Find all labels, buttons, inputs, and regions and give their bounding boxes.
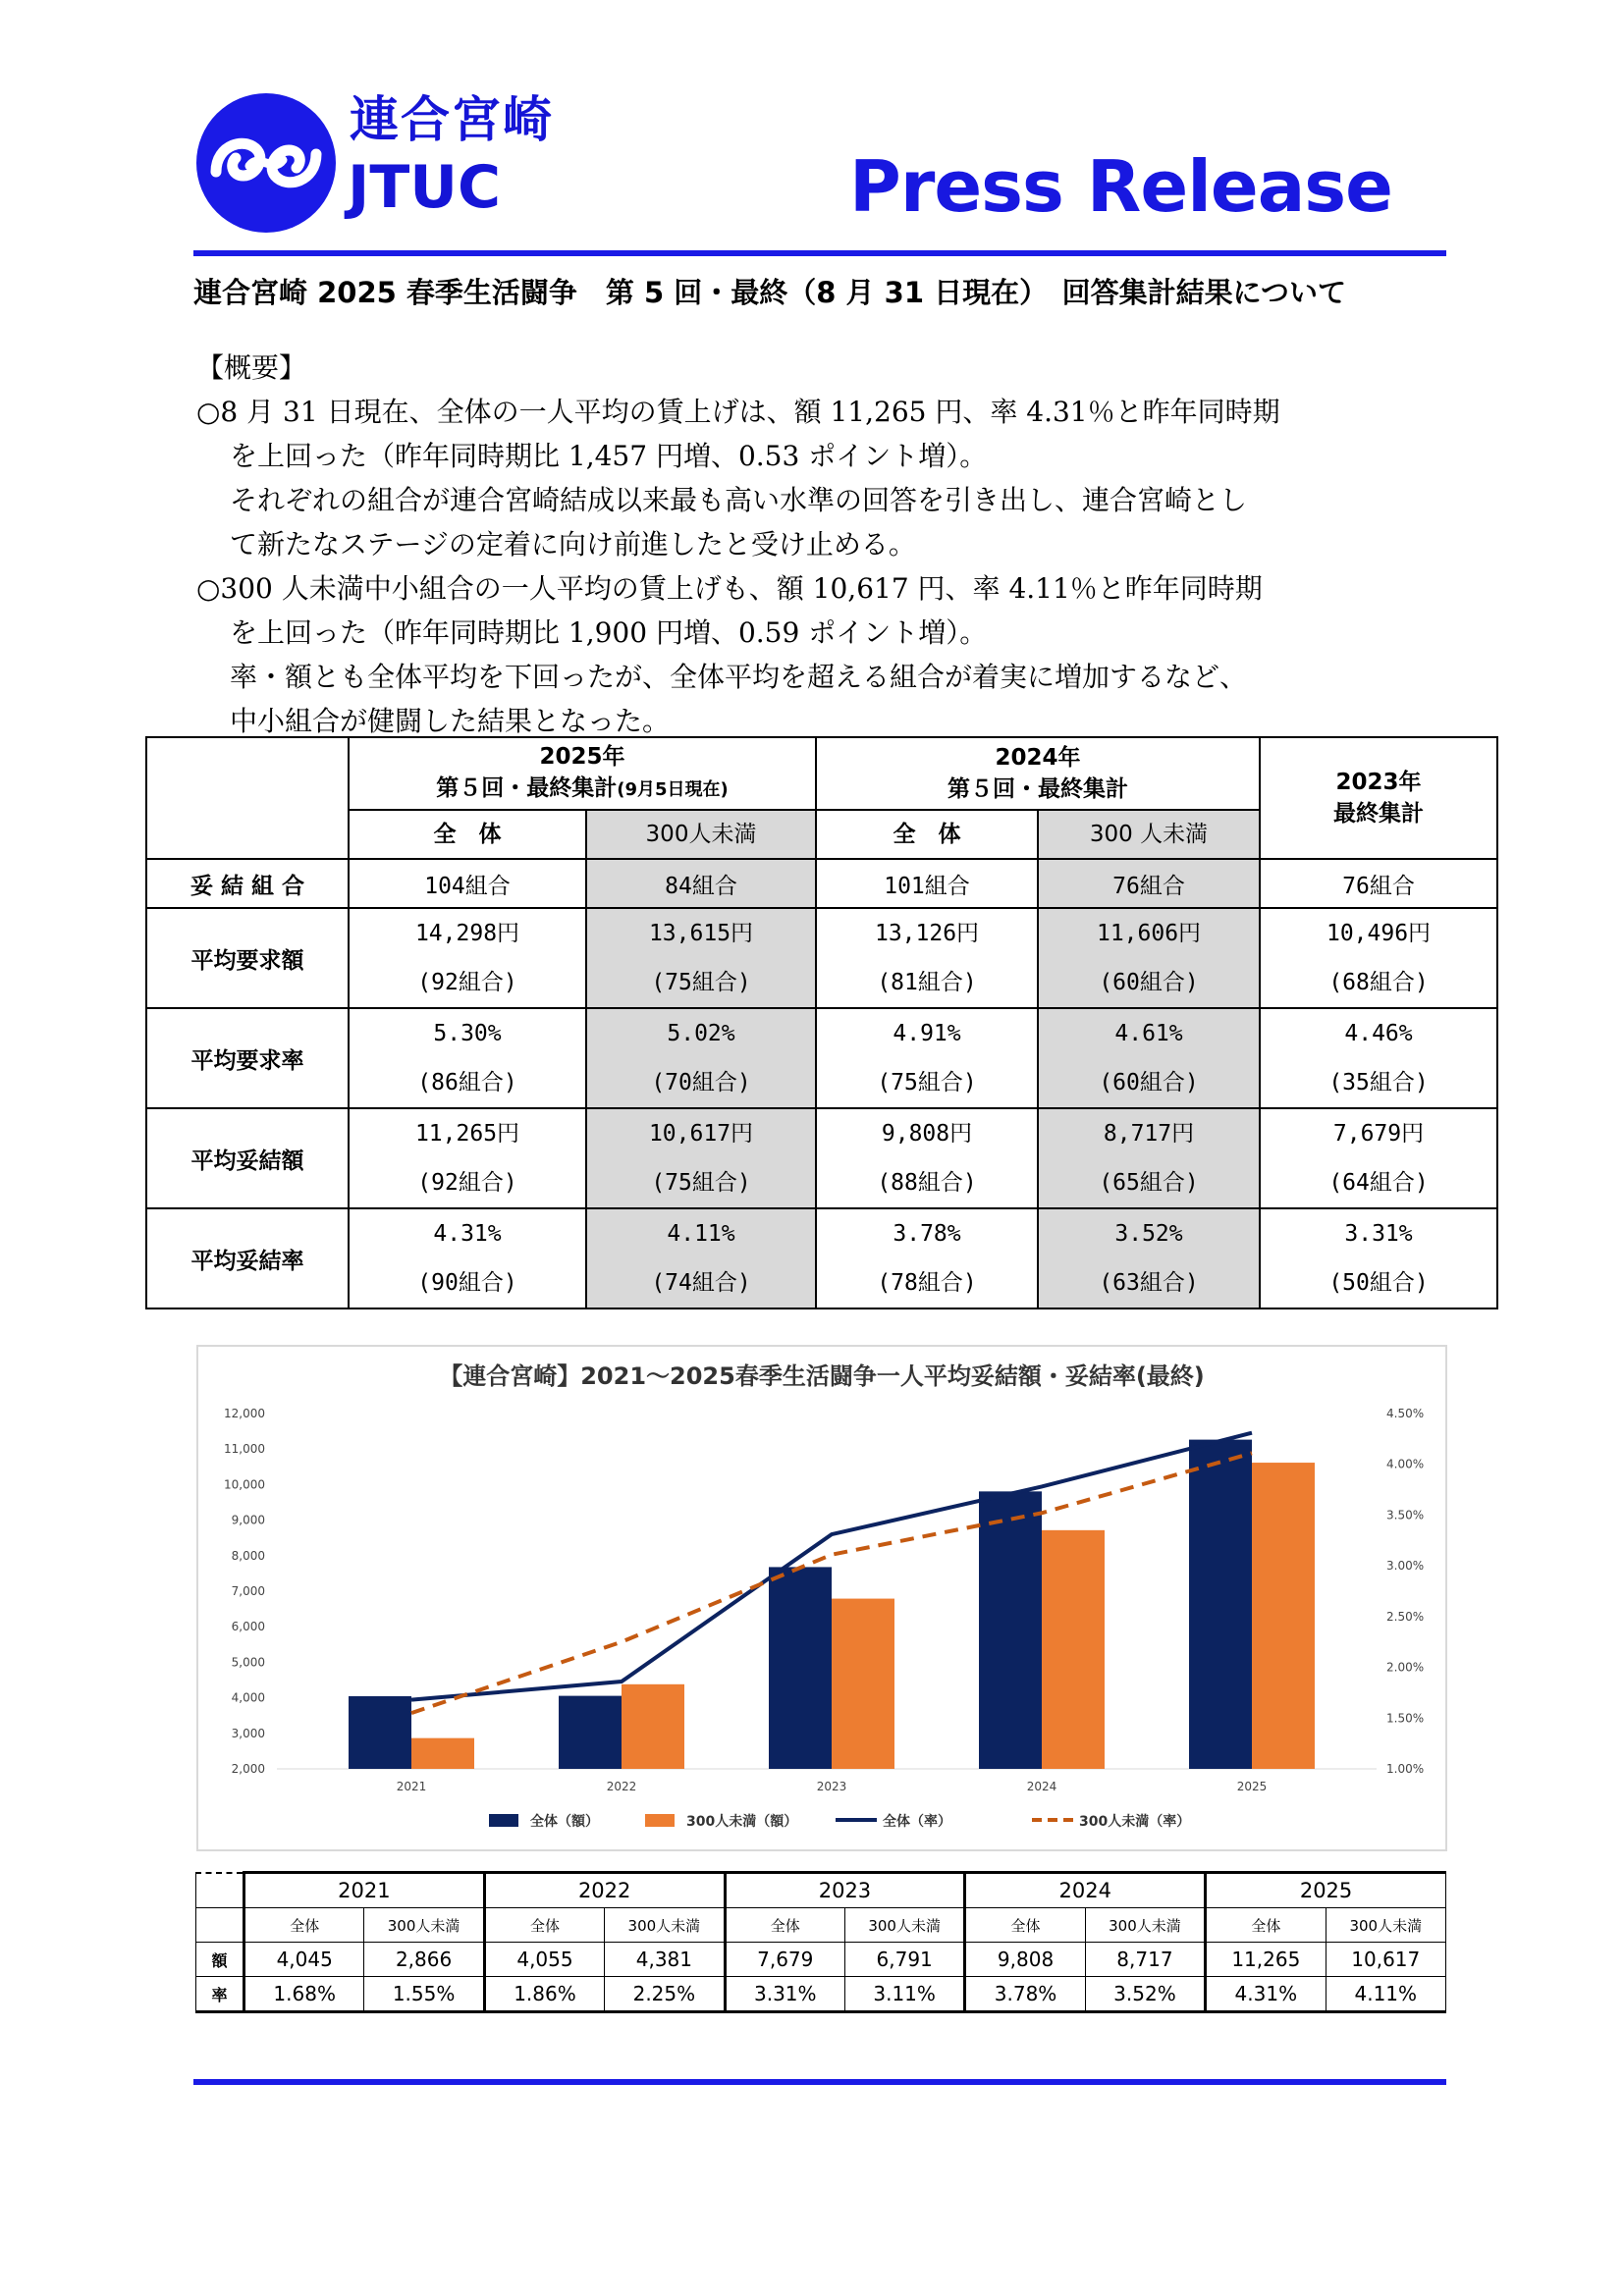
chart-title: 【連合宮崎】2021～2025春季生活闘争一人平均妥結額・妥結率(最終) <box>439 1362 1205 1390</box>
corner-cell <box>196 1873 244 1908</box>
row-label: 率 <box>196 1977 244 2012</box>
table-cell: 3.52% (63組合) <box>1038 1208 1260 1308</box>
sub-header: 全体 <box>484 1908 604 1943</box>
year-header: 2021 <box>244 1873 485 1908</box>
table-cell: 3.52% <box>1085 1977 1205 2012</box>
y-tick-label: 11,000 <box>224 1442 265 1457</box>
table-row <box>146 1208 1497 1308</box>
y2-tick-label: 3.50% <box>1386 1508 1425 1522</box>
x-tick-label: 2021 <box>396 1780 427 1793</box>
summary-line: ○300 人未満中小組合の一人平均の賃上げも、額 10,617 円、率 4.11％と昨年同時期 <box>196 572 1263 605</box>
row-label: 額 <box>196 1943 244 1977</box>
legend-label: 300人未満（率） <box>1079 1814 1191 1830</box>
sub-header: 300人未満 <box>1085 1908 1205 1943</box>
sub-header: 300人未満 <box>605 1908 725 1943</box>
bar <box>769 1567 832 1769</box>
table-cell: 4,045 <box>244 1943 364 1977</box>
x-tick-label: 2024 <box>1026 1780 1057 1793</box>
table-cell: 10,617 <box>1326 1943 1445 1977</box>
table-cell: 3.31% <box>725 1977 844 2012</box>
table-cell: 10,617円 (75組合) <box>586 1108 816 1208</box>
summary-line: を上回った（昨年同時期比 1,457 円増、0.53 ポイント増）。 <box>230 440 988 472</box>
table-cell: 11,265円 (92組合) <box>349 1108 586 1208</box>
org-name-en: JTUC <box>348 153 502 222</box>
table-cell: 4,381 <box>605 1943 725 1977</box>
sub-header: 300人未満 <box>1326 1908 1445 1943</box>
table-cell: 1.55% <box>364 1977 484 2012</box>
y-tick-label: 12,000 <box>224 1407 265 1420</box>
sub-header: 300人未満 <box>364 1908 484 1943</box>
table-row <box>146 1108 1497 1208</box>
row-label: 平均要求額 <box>146 908 349 1008</box>
table-row <box>146 1008 1497 1108</box>
table-cell: 4.91% (75組合) <box>816 1008 1038 1108</box>
corner-cell <box>146 737 349 859</box>
header-2023: 2023年 最終集計 <box>1260 737 1497 859</box>
y2-tick-label: 1.50% <box>1386 1711 1425 1726</box>
y2-tick-label: 2.50% <box>1386 1609 1425 1624</box>
table-cell: 4.11% (74組合) <box>586 1208 816 1308</box>
table-cell: 4.46% (35組合) <box>1260 1008 1497 1108</box>
bar <box>1042 1530 1105 1769</box>
table-row <box>146 908 1497 1008</box>
bar <box>1189 1440 1252 1769</box>
sub-header: 全体 <box>725 1908 844 1943</box>
summary-line: 率・額とも全体平均を下回ったが、全体平均を超える組合が着実に増加するなど、 <box>230 661 1248 693</box>
y2-tick-label: 4.00% <box>1386 1457 1425 1471</box>
y-tick-label: 5,000 <box>231 1655 265 1670</box>
sub-header: 全体 <box>965 1908 1085 1943</box>
bar <box>349 1696 411 1769</box>
table-cell: 84組合 <box>586 859 816 908</box>
headline: 連合宮崎 2025 春季生活闘争 第 5 回・最終（8 月 31 日現在） 回答集計結果について <box>193 276 1347 309</box>
chart-container <box>196 1345 1447 1851</box>
table-cell: 9,808 <box>965 1943 1085 1977</box>
bar <box>411 1738 474 1769</box>
bar <box>979 1491 1042 1769</box>
sub-header: 全体 <box>244 1908 364 1943</box>
table-cell: 13,126円 (81組合) <box>816 908 1038 1008</box>
legend-swatch <box>489 1814 518 1827</box>
y-tick-label: 6,000 <box>231 1620 265 1634</box>
table-cell: 7,679 <box>725 1943 844 1977</box>
press-release-title: Press Release <box>849 145 1392 228</box>
legend-label: 全体（額） <box>530 1814 599 1830</box>
y-tick-label: 3,000 <box>231 1726 265 1740</box>
y2-tick-label: 1.00% <box>1386 1762 1425 1776</box>
row-label: 妥 結 組 合 <box>146 859 349 908</box>
table-cell: 4.31% (90組合) <box>349 1208 586 1308</box>
legend-label: 300人未満（額） <box>686 1814 798 1830</box>
table-cell: 1.68% <box>244 1977 364 2012</box>
summary-heading: 【概要】 <box>196 351 307 384</box>
year-header: 2023 <box>725 1873 965 1908</box>
legend-label: 全体（率） <box>883 1814 951 1830</box>
table-cell: 3.31% (50組合) <box>1260 1208 1497 1308</box>
x-tick-label: 2022 <box>606 1780 637 1793</box>
row-label: 平均妥結額 <box>146 1108 349 1208</box>
table-cell: 3.11% <box>844 1977 964 2012</box>
table-cell: 104組合 <box>349 859 586 908</box>
year-header: 2025 <box>1206 1873 1446 1908</box>
y-tick-label: 7,000 <box>231 1584 265 1598</box>
table-cell: 9,808円 (88組合) <box>816 1108 1038 1208</box>
corner-cell <box>196 1908 244 1943</box>
table-cell: 4.61% (60組合) <box>1038 1008 1260 1108</box>
bar <box>559 1696 622 1769</box>
summary-line: 中小組合が健闘した結果となった。 <box>230 705 671 737</box>
sub-header: 300人未満 <box>844 1908 964 1943</box>
chart <box>198 1347 1445 1849</box>
y2-tick-label: 2.00% <box>1386 1660 1425 1675</box>
table-cell: 76組合 <box>1038 859 1260 908</box>
x-tick-label: 2023 <box>816 1780 847 1793</box>
footer-divider <box>193 2079 1446 2085</box>
table-row <box>196 1943 1446 1977</box>
summary-section <box>196 346 1453 743</box>
table-cell: 4.31% <box>1206 1977 1326 2012</box>
y-tick-label: 4,000 <box>231 1690 265 1705</box>
x-tick-label: 2025 <box>1236 1780 1268 1793</box>
row-label: 平均要求率 <box>146 1008 349 1108</box>
y2-tick-label: 4.50% <box>1386 1407 1425 1420</box>
col-small-2024: 300 人未満 <box>1038 810 1260 859</box>
table-cell: 3.78% (78組合) <box>816 1208 1038 1308</box>
chart-data-table <box>195 1871 1446 2013</box>
table-row <box>196 1977 1446 2012</box>
summary-line: て新たなステージの定着に向け前進したと受け止める。 <box>230 528 916 561</box>
summary-line: を上回った（昨年同時期比 1,900 円増、0.59 ポイント増）。 <box>230 616 988 649</box>
table-cell: 3.78% <box>965 1977 1085 2012</box>
y-tick-label: 2,000 <box>231 1762 265 1776</box>
legend-swatch <box>645 1814 675 1827</box>
table-cell: 5.02% (70組合) <box>586 1008 816 1108</box>
results-table <box>145 736 1498 1309</box>
bar <box>622 1684 684 1769</box>
table-cell: 13,615円 (75組合) <box>586 908 816 1008</box>
table-cell: 7,679円 (64組合) <box>1260 1108 1497 1208</box>
year-header: 2024 <box>965 1873 1206 1908</box>
col-all-2025: 全 体 <box>349 810 586 859</box>
summary-line: ○8 月 31 日現在、全体の一人平均の賃上げは、額 11,265 円、率 4.31％と昨年同時期 <box>196 396 1280 428</box>
year-header: 2022 <box>484 1873 725 1908</box>
table-cell: 76組合 <box>1260 859 1497 908</box>
table-cell: 101組合 <box>816 859 1038 908</box>
table-cell: 5.30% (86組合) <box>349 1008 586 1108</box>
header-2025: 2025年 第５回・最終集計(9月5日現在) <box>349 737 816 810</box>
table-cell: 1.86% <box>484 1977 604 2012</box>
y-tick-label: 10,000 <box>224 1477 265 1492</box>
table-cell: 4.11% <box>1326 1977 1445 2012</box>
table-cell: 4,055 <box>484 1943 604 1977</box>
row-label: 平均妥結率 <box>146 1208 349 1308</box>
jtuc-logo-icon <box>196 93 336 233</box>
sub-header: 全体 <box>1206 1908 1326 1943</box>
table-cell: 14,298円 (92組合) <box>349 908 586 1008</box>
bar <box>1252 1463 1315 1769</box>
table-cell: 8,717 <box>1085 1943 1205 1977</box>
table-cell: 2.25% <box>605 1977 725 2012</box>
y-tick-label: 9,000 <box>231 1513 265 1527</box>
table-cell: 11,265 <box>1206 1943 1326 1977</box>
table-cell: 6,791 <box>844 1943 964 1977</box>
header-2024: 2024年 第５回・最終集計 <box>816 737 1260 810</box>
table-cell: 8,717円 (65組合) <box>1038 1108 1260 1208</box>
table-cell: 2,866 <box>364 1943 484 1977</box>
col-all-2024: 全 体 <box>816 810 1038 859</box>
header-divider <box>193 250 1446 256</box>
y-tick-label: 8,000 <box>231 1548 265 1563</box>
col-small-2025: 300人未満 <box>586 810 816 859</box>
table-cell: 10,496円 (68組合) <box>1260 908 1497 1008</box>
table-row <box>146 859 1497 908</box>
bar <box>832 1599 894 1769</box>
org-name-jp: 連合宮崎 <box>350 91 554 148</box>
summary-line: それぞれの組合が連合宮崎結成以来最も高い水準の回答を引き出し、連合宮崎とし <box>230 484 1248 516</box>
y2-tick-label: 3.00% <box>1386 1559 1425 1574</box>
table-cell: 11,606円 (60組合) <box>1038 908 1260 1008</box>
